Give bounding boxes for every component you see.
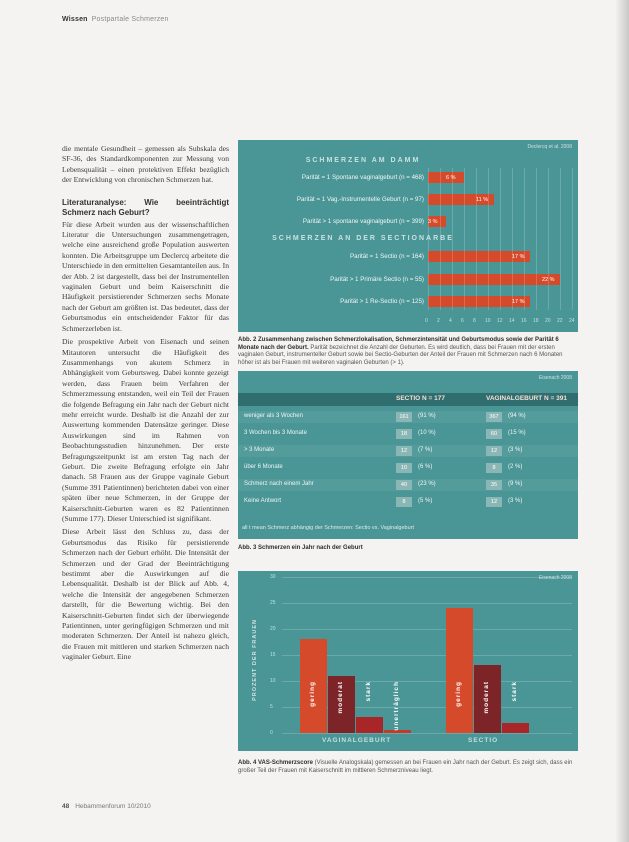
gridline [464, 168, 465, 310]
sectio-count: 8 [396, 497, 412, 507]
vaginal-percent: (94 %) [508, 413, 526, 419]
column-bar [384, 730, 411, 733]
figure-3-source: Eisenach 2008 [538, 375, 572, 381]
figure-2-caption-title: Abb. 2 Zusammenhang zwischen Schmerzlokalisation, Schmerzintensität und Geburtsmodus sowie der Parität 6 Monate nach der Geburt. [238, 337, 559, 351]
y-tick-label: 15 [270, 652, 276, 658]
row-label: Keine Antwort [244, 498, 282, 504]
bar-label: Parität = 1 Sectio (n = 164) [350, 253, 424, 260]
figure-3-caption [238, 545, 578, 553]
bar-label: stark [511, 681, 518, 702]
section-head-sectio: SCHMERZEN AN DER SECTIONARBE [272, 235, 454, 242]
sectio-percent: (7 %) [418, 447, 433, 453]
row-label: 3 Wochen bis 3 Monate [244, 430, 307, 436]
column-vaginal: VAGINALGEBURT N = 391 [486, 395, 567, 402]
bar-value: 6 % [446, 175, 456, 181]
tick-label: 24 [569, 318, 575, 324]
table-row [238, 445, 578, 457]
gridline [536, 168, 537, 310]
table-footnote: all t mean Schmerz abhängig der Schmerzen: Sectio vs. Vaginalgeburt [242, 525, 415, 531]
row-label: weniger als 3 Wochen [244, 413, 303, 419]
gridline [282, 629, 572, 630]
bar-label: gering [455, 681, 462, 707]
table-row [238, 462, 578, 474]
sectio-percent: (23 %) [418, 481, 436, 487]
group-label: VAGINALGEBURT [322, 737, 392, 744]
figure-2-caption [238, 337, 578, 367]
row-label: über 6 Monate [244, 464, 283, 470]
tick-label: 2 [437, 318, 440, 324]
y-tick-label: 5 [270, 704, 273, 710]
column-bar [446, 608, 473, 733]
tick-label: 6 [461, 318, 464, 324]
vaginal-percent: (9 %) [508, 481, 523, 487]
bar-label: moderat [337, 681, 344, 714]
bar-value: 17 % [512, 299, 525, 305]
vaginal-percent: (3 %) [508, 498, 523, 504]
vaginal-count: 8 [486, 463, 502, 473]
bar-value: 11 % [476, 197, 489, 203]
figure-2-source: Declercq et al. 2008 [527, 144, 572, 150]
gridline [428, 168, 429, 310]
vaginal-percent: (15 %) [508, 430, 526, 436]
sectio-count: 18 [396, 429, 412, 439]
sectio-count: 161 [396, 412, 412, 422]
gridline [282, 577, 572, 578]
paragraph-1: Für diese Arbeit wurden aus der wissenschaftlichen Literatur die Untersuchungen zusammengetragen, welche eine ausreichend große Population auswerten konnten. Die Arbeitsgruppe um Declercq arbeitete die Unterschiede in den ermittelten Gesamtanteilen aus. In der Abb. 2 ist dargestellt, dass bei der Instrumentellen vaginalen Geburt und beim Kaiserschnitt die Häufigkeit persistierender Schmerzen sechs Monate nach der Geburt am größten ist. Das bedeutet, dass der Geburtsmodus ein entscheidender Faktor für das Schmerzerleben ist. [62, 219, 229, 333]
paragraph-3: Diese Arbeit lässt den Schluss zu, dass der Geburtsmodus das Risiko für persistierende Schmerzen nach der Geburt erhöht. Die Intensität der Schmerzen und der Grad der Beeinträchtigung bestimmt aber die Auswirkungen auf die Lebensqualität. Deshalb ist der Blick auf Abb. 4, welche die Intensität der angegebenen Schmerzen darstellt, für die Bewertung wichtig. Bei den Kaiserschnitt-Geburten findet sich der überwiegende Patientinnen, unter geringfügigen Schmerzen und mit moderaten Schmerzen. Der Anteil ist nahezu gleich, die Frauen mit mittleren und starken Schmerzen nach vaginaler Geburt. Eine [62, 527, 229, 662]
tick-label: 14 [509, 318, 515, 324]
page-number: 48 [62, 803, 70, 810]
section-name: Wissen [62, 16, 88, 23]
table-row [238, 479, 578, 491]
vaginal-count: 35 [486, 480, 502, 490]
figure-3-table [238, 371, 578, 539]
sectio-percent: (5 %) [418, 498, 433, 504]
figure-2-chart [238, 140, 578, 332]
topic-name: Postpartale Schmerzen [91, 16, 169, 23]
vaginal-count: 60 [486, 429, 502, 439]
tick-label: 18 [533, 318, 539, 324]
vaginal-count: 12 [486, 497, 502, 507]
intro-paragraph: die mentale Gesundheit – gemessen als Subskala des SF-36, des Standardkomponenten zur Messung von Lebensqualität – einen protektiven Effekt bezüglich der Entwicklung von chronischen Schmerzen hat. [62, 144, 229, 185]
table-row [238, 428, 578, 440]
bar-label: unerträglich [393, 681, 400, 731]
body-column [62, 144, 229, 666]
y-tick-label: 10 [270, 678, 276, 684]
sectio-count: 12 [396, 446, 412, 456]
bar-label: Parität > 1 spontane vaginalgeburt (n = 399) [302, 218, 424, 225]
group-label: SECTIO [468, 737, 499, 744]
figure-3-caption-title: Abb. 3 Schmerzen ein Jahr nach der Geburt [238, 545, 363, 551]
running-header [62, 16, 169, 23]
y-tick-label: 25 [270, 600, 276, 606]
bar-value: 17 % [512, 254, 525, 260]
bar-label: Parität = 1 Spontane vaginalgeburt (n = 468) [301, 174, 424, 181]
gridline [476, 168, 477, 310]
bar-label: stark [365, 681, 372, 702]
tick-label: 12 [497, 318, 503, 324]
row-label: > 3 Monate [244, 447, 275, 453]
bar-label: Parität > 1 Primäre Sectio (n = 55) [330, 276, 424, 283]
gridline [512, 168, 513, 310]
vaginal-count: 12 [486, 446, 502, 456]
figure-4-caption [238, 760, 578, 775]
vaginal-count: 367 [486, 412, 502, 422]
gridline [452, 168, 453, 310]
sectio-percent: (91 %) [418, 413, 436, 419]
gridline [488, 168, 489, 310]
journal-name: Hebammenforum 10/2010 [75, 803, 151, 810]
gridline [560, 168, 561, 310]
tick-label: 4 [449, 318, 452, 324]
tick-label: 8 [473, 318, 476, 324]
table-row [238, 411, 578, 423]
figure-4-caption-title: Abb. 4 VAS-Schmerzscore [238, 760, 313, 766]
bar-label: Parität = 1 Vag.-Instrumentelle Geburt (n = 97) [296, 196, 424, 203]
figure-4-chart [238, 571, 578, 751]
tick-label: 16 [521, 318, 527, 324]
y-tick-label: 0 [270, 730, 273, 736]
tick-label: 10 [485, 318, 491, 324]
gridline [524, 168, 525, 310]
sectio-percent: (10 %) [418, 430, 436, 436]
section-heading: Literaturanalyse: Wie beeinträchtigt Schmerz nach Geburt? [62, 197, 229, 217]
column-bar [502, 723, 529, 733]
sectio-count: 10 [396, 463, 412, 473]
vaginal-percent: (3 %) [508, 447, 523, 453]
gridline [500, 168, 501, 310]
column-bar [356, 717, 383, 733]
tick-label: 0 [425, 318, 428, 324]
row-label: Schmerz nach einem Jahr [244, 481, 314, 487]
gridline [572, 168, 573, 310]
figure-4-source: Eisenach 2008 [538, 575, 572, 581]
gridline [282, 733, 572, 734]
table-header [238, 393, 578, 406]
tick-label: 22 [557, 318, 563, 324]
gridline [282, 603, 572, 604]
y-tick-label: 30 [270, 574, 276, 580]
column-sectio: SECTIO N = 177 [396, 395, 445, 402]
gridline [548, 168, 549, 310]
figure-4-caption-text: (Visuelle Analogskala) gemessen an bei Frauen ein Jahr nach der Geburt. Es zeigt sich, dass ein großer Teil der Frauen mit Kaiserschnitt im mittleren Schmerzniveau liegt. [238, 760, 573, 774]
vaginal-percent: (2 %) [508, 464, 523, 470]
gridline [440, 168, 441, 310]
bar [428, 274, 560, 285]
bar-label: moderat [483, 681, 490, 714]
section-head-damm: SCHMERZEN AM DAMM [305, 157, 421, 164]
sectio-percent: (6 %) [418, 464, 433, 470]
sectio-count: 40 [396, 480, 412, 490]
bar-label: gering [309, 681, 316, 707]
y-tick-label: 20 [270, 626, 276, 632]
paragraph-2: Die prospektive Arbeit von Eisenach und seinen Mitautoren untersucht die Häufigkeit des Zusammenhangs von akutem Schmerz in Abhängigkeit vom Geburtsweg. Dabei konnte gezeigt werden, dass Frauen beim Verfahren der Schmerzmessung entstanden, weil ein Teil der Frauen die folgende Befragung ein Jahr nach der Geburt nicht mehr erreicht wurde. Deshalb ist die Anzahl der zur Auswertung kommenden Datensätze geringer. Diese Auswirkungen sind im Rahmen von Beobachtungsstudien hinzunehmen. Der erste Befragungszeitpunkt ist am ersten Tag nach der Geburt. Die zweite Befragung erfolgte ein Jahr danach. 58 Frauen aus der Gruppe vaginale Geburt (Summe 391 Patientinnen) berichteten dabei von einer späten über neue Schmerzen, in der Gruppe der Kaiserschnitt-Geburten waren es 82 Patientinnen (Summe 177). Dieser Unterschied ist signifikant. [62, 337, 229, 523]
bar-label: Parität > 1 Re-Sectio (n = 125) [340, 298, 424, 305]
y-axis-label: PROZENT DER FRAUEN [252, 619, 258, 701]
tick-label: 20 [545, 318, 551, 324]
bar-value: 22 % [542, 277, 555, 283]
figure-2-caption-text: Parität bezeichnet die Anzahl der Geburten. Es wird deutlich, dass bei Frauen mit der ersten vaginalen Geburt, instrumenteller Geburt sowie bei Sectio-Geburten der Anteil der Frauen mit Schmerzen nach 6 Monaten höher ist als bei Frauen mit weiteren vaginalen Geburten (> 1). [238, 344, 563, 366]
table-row [238, 496, 578, 508]
bar-value: 3 % [428, 219, 438, 225]
page-footer [62, 803, 151, 810]
